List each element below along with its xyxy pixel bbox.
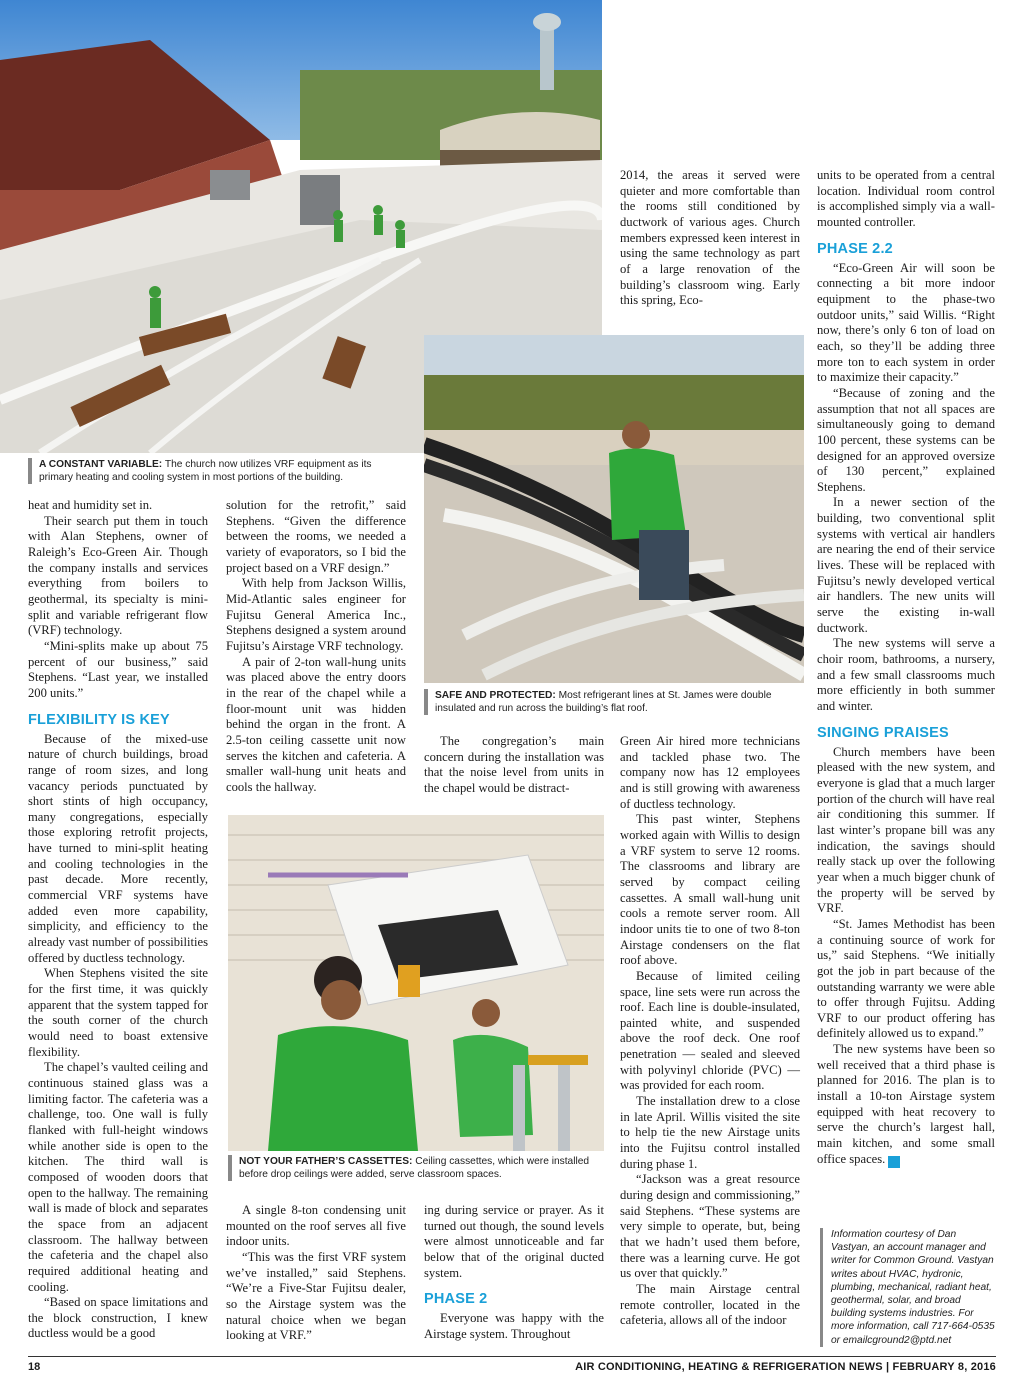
article-column-4-top: [620, 168, 800, 309]
photo-refrigerant-lines: [424, 335, 804, 683]
article-column-2-top: [226, 498, 406, 795]
caption-photo1: [28, 458, 388, 484]
col1-paragraph: Because of the mixed-use nature of church buildings, broad range of room sizes, and long vacancy periods punctuated by short stints of high occupancy, many congregations, especially those exploring retrofit projects, have turned to mini-split heating and cooling technologies in the past decade. More recently, commercial VRF systems have added even more capability, simplicity, and efficiency to the already vast number of possibilities offered by ductless technology.: [28, 731, 208, 965]
col1-paragraph: Their search put them in touch with Alan Stephens, owner of Raleigh’s Eco-Green Air. Though the company installs and services everything from boilers to geothermal, its specialty is mini-split and variable refrigerant flow (VRF) technology.: [28, 513, 208, 638]
col4-paragraph: This past winter, Stephens worked again with Willis to design a VRF system to serve 12 rooms. The classrooms and library are served by compact ceiling cassettes. A small wall-hung unit cools a remote server room. All indoor units tie to one of two 8-ton Airstage condensers on the flat roof above.: [620, 812, 800, 968]
col1-paragraph: When Stephens visited the site for the first time, it was quickly apparent that the system tapped for the south corner of the church would need to boast extensive flexibility.: [28, 966, 208, 1059]
col1-paragraph: The chapel’s vaulted ceiling and continuous stained glass was a limiting factor. The cafeteria was a challenge, too. One wall is fully flanked with full-height windows while another side is open to the kitchen. The third wall is composed of wooden doors that open to the hallway. The remaining wall is made of block and separates the space from an adjacent classroom. The hallway between the cafeteria and the chapel also required additional heating and cooling.: [28, 1060, 208, 1294]
col1-paragraph: “Based on space limitations and the block construction, I knew ductless would be a good: [28, 1295, 208, 1341]
col5-paragraph: Church members have been pleased with the new system, and everyone is glad that a much larger portion of the church will have real air conditioning this summer. If last winter’s propane bill was any indication, the savings should really stack up over the following year when a much bigger chunk of the property will be served by VRF.: [817, 744, 995, 916]
col4-paragraph: The installation drew to a close in late April. Willis visited the site to help tie the new Airstage units into the Fujitsu control installed during phase 1.: [620, 1094, 800, 1171]
ceiling-cassette-image: [228, 815, 604, 1151]
col4-paragraph: The main Airstage central remote controller, located in the cafeteria, allows all of the indoor: [620, 1281, 800, 1328]
col2-paragraph: A single 8-ton condensing unit mounted on the roof serves all five indoor units.: [226, 1203, 406, 1249]
col4-paragraph: 2014, the areas it served were quieter and more comfortable than the rooms still conditioned by ductwork of various ages. Church members expressed keen interest in using the same technology as part of a large renovation of the building’s classroom wing. Early this spring, Eco-: [620, 168, 800, 308]
caption-photo2-title: SAFE AND PROTECTED:: [435, 690, 556, 701]
section-heading-phase22: PHASE 2.2: [817, 240, 893, 257]
col5-paragraph: In a newer section of the building, two conventional split systems with vertical air handlers are nearing the end of their service lives. These will be replaced with Fujitsu’s newly developed vertical air handlers. The new units will serve the existing in-wall ductwork.: [817, 495, 995, 635]
col5-paragraph: “Because of zoning and the assumption that not all spaces are simultaneously going to demand 100 percent, these systems can be designed for an approved oversize of 130 percent,” explained Stephens.: [817, 385, 995, 494]
section-heading-singing-praises: SINGING PRAISES: [817, 724, 949, 741]
col2-paragraph: With help from Jackson Willis, Mid-Atlantic sales engineer for Fujitsu General America Inc., Stephens designed a system around Fujitsu’s Airstage VRF technology.: [226, 576, 406, 653]
caption-photo1-title: A CONSTANT VARIABLE:: [39, 459, 163, 470]
caption-photo3: [228, 1155, 598, 1181]
article-column-3-bottom: [424, 1203, 604, 1343]
section-heading-phase2: PHASE 2: [424, 1291, 488, 1308]
article-column-5: [817, 168, 995, 1168]
publication-footer: AIR CONDITIONING, HEATING & REFRIGERATION NEWS | FEBRUARY 8, 2016: [575, 1361, 996, 1373]
caption-photo1-text: The church now utilizes VRF equipment as its primary heating and cooling system in most portions of the building.: [39, 459, 372, 483]
article-column-4-bottom: [620, 734, 800, 1329]
col5-paragraph: The new systems will serve a choir room, bathrooms, a nursery, and a few small classrooms much more efficiently in both summer and winter.: [817, 636, 995, 713]
col1-paragraph: heat and humidity set in.: [28, 498, 153, 512]
col5-paragraph: “Eco-Green Air will soon be connecting a bit more indoor equipment to the phase-two outdoor units,” said Willis. “Right now, there’s only 6 ton of load on each, so they’ll be adding three more ton to each system in order to maximize their capacity.”: [817, 260, 995, 385]
article-column-2-bottom: [226, 1203, 406, 1344]
caption-photo3-title: NOT YOUR FATHER’S CASSETTES:: [239, 1156, 413, 1167]
col5-last-paragraph-text: The new systems have been so well received that a third phase is planned for 2016. The plan is to install a 10-ton Airstage system equipped with heat recovery to serve the church’s largest hall, main kitchen, and some small office spaces.: [817, 1042, 995, 1166]
col4-paragraph: “Jackson was a great resource during design and commissioning,” said Stephens. “These systems are very simple to operate, but, being that we hadn’t used them before, there was a learning curve. He got us over that quickly.”: [620, 1172, 800, 1281]
col5-paragraph: [817, 1042, 995, 1168]
col2-paragraph: A pair of 2-ton wall-hung units was placed above the entry doors in the rear of the chapel while a floor-mount unit was hidden behind the organ in the front. A 2.5-ton ceiling cassette unit now serves the kitchen and cafeteria. A smaller wall-hung unit heats and cools the hallway.: [226, 654, 406, 794]
footer-rule: [28, 1356, 996, 1357]
col4-paragraph: Because of limited ceiling space, line sets were run across the roof. Each line is double-insulated, painted white, and suspended above the roof deck. One roof penetration — sealed and sleeved with polyvinyl chloride (PVC) — was provided for each room.: [620, 968, 800, 1093]
col2-paragraph: “This was the first VRF system we’ve installed,” said Stephens. “We’re a Five-Star Fujitsu dealer, so the Airstage system was the natural choice when we began looking at VRF.”: [226, 1249, 406, 1343]
caption-photo2-text: Most refrigerant lines at St. James were double insulated and run across the building’s flat roof.: [435, 690, 772, 714]
end-mark-icon: N: [888, 1156, 900, 1168]
article-column-1: [28, 498, 208, 1342]
article-column-3-top: [424, 734, 604, 797]
page-number: 18: [28, 1361, 41, 1373]
col3-paragraph: Everyone was happy with the Airstage system. Throughout: [424, 1311, 604, 1341]
caption-photo3-text: Ceiling cassettes, which were installed before drop ceilings were added, serve classroom spaces.: [239, 1156, 590, 1180]
photo-ceiling-cassette: [228, 815, 604, 1151]
refrigerant-lines-image: [424, 335, 804, 683]
section-heading-flexibility: FLEXIBILITY IS KEY: [28, 711, 170, 728]
col4-paragraph: Green Air hired more technicians and tackled phase two. The company now has 12 employees and is still growing with awareness of ductless technology.: [620, 734, 800, 811]
col3-paragraph: ing during service or prayer. As it turned out though, the sound levels were almost unnoticeable and far below that of the original ducted system.: [424, 1203, 604, 1280]
col5-paragraph: units to be operated from a central location. Individual room control is accomplished simply via a wall-mounted controller.: [817, 168, 995, 229]
caption-photo2: [424, 689, 794, 715]
col2-paragraph: solution for the retrofit,” said Stephens. “Given the difference between the rooms, we needed a variety of evaporators, so I bid the project based on a VRF design.”: [226, 498, 406, 575]
author-info-note: Information courtesy of Dan Vastyan, an account manager and writer for Common Ground. Vastyan writes about HVAC, hydronic, plumbing, mechanical, radiant heat, geothermal, solar, and broad building systems industries. For more information, call 717-664-0535 or emailcground2@ptd.net: [820, 1228, 998, 1347]
col1-paragraph: “Mini-splits make up about 75 percent of our business,” said Stephens. “Last year, we installed 200 units.”: [28, 638, 208, 700]
col3-paragraph: The congregation’s main concern during the installation was that the noise level from units in the chapel would be distract-: [424, 734, 604, 795]
col5-paragraph: “St. James Methodist has been a continuing source of work for us,” said Stephens. “We initially got the job in part because of the outstanding warranty we were able to offer through Fujitsu. Adding VRF to our product offering has definitely allowed us to expand.”: [817, 916, 995, 1041]
